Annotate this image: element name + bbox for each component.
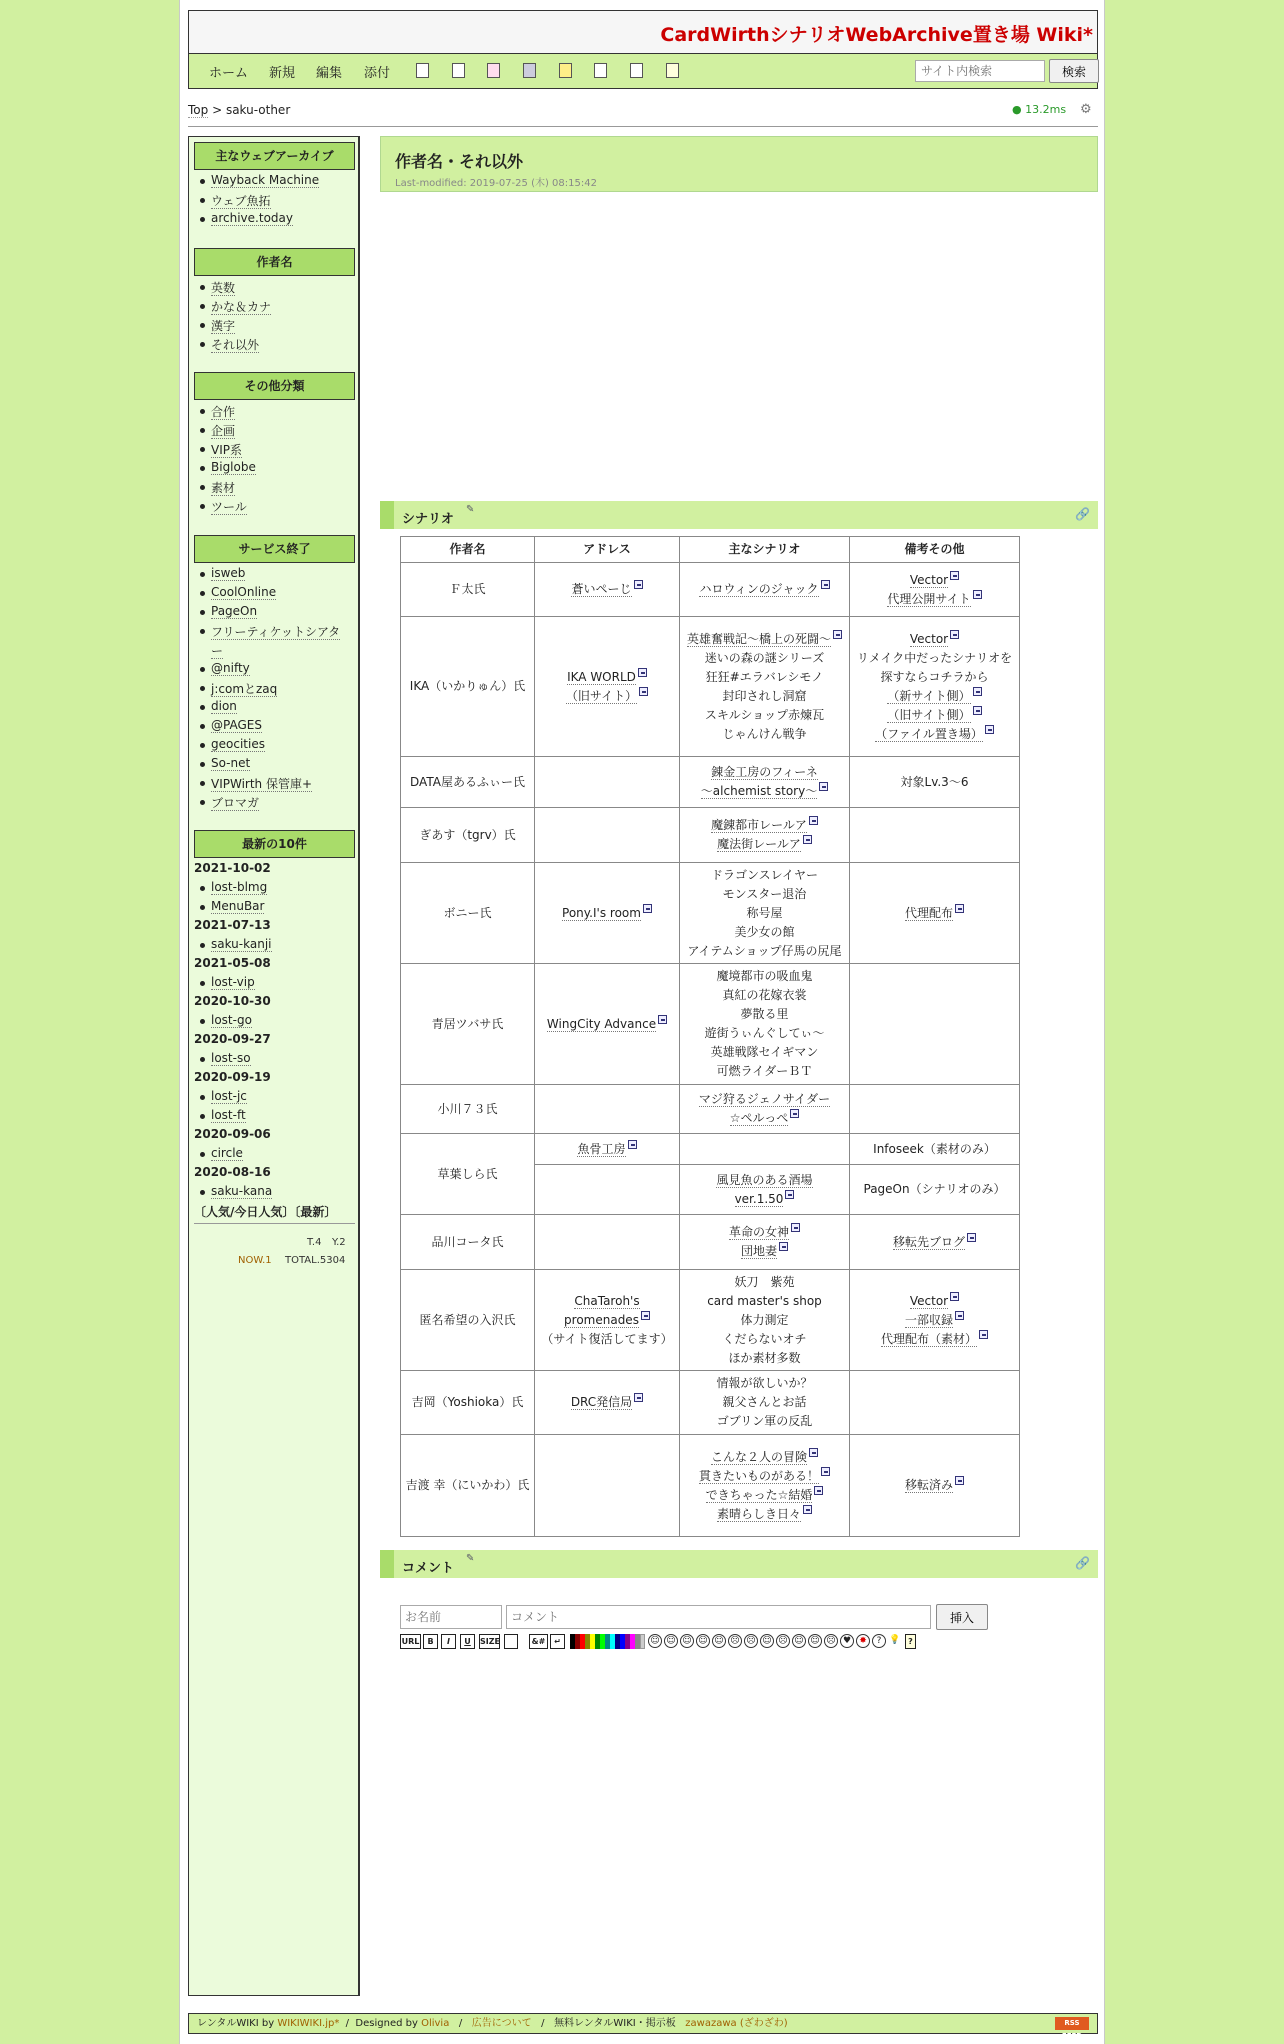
- search-input[interactable]: [915, 60, 1045, 82]
- table-row: [401, 1134, 1020, 1165]
- address-cell: [535, 1134, 680, 1165]
- list-icon[interactable]: [630, 63, 643, 78]
- format-url-button[interactable]: URL: [400, 1634, 421, 1649]
- sidebar-divider: [194, 1223, 355, 1224]
- external-link-icon: [955, 1311, 964, 1320]
- table-row: [401, 964, 1020, 1085]
- scenario-link[interactable]: ☆ペルっぺ: [729, 1111, 789, 1125]
- format-entity-button[interactable]: &#: [529, 1634, 548, 1649]
- footer: レンタルWIKI by WIKIWIKI.jp* / Designed by Olivia / 広告について / 無料レンタルWIKI・掲示板 zawazawa (ざわざわ) RSS FEED: [188, 2013, 1098, 2034]
- format-clear-icon[interactable]: [504, 1634, 518, 1649]
- format-italic-button[interactable]: I: [441, 1634, 456, 1649]
- note-link[interactable]: 移転済み: [904, 1478, 953, 1492]
- external-link-icon: [779, 1242, 788, 1251]
- scenario-text: アイテムショップ仔馬の尻尾: [687, 943, 842, 958]
- sidebar-item-other[interactable]: それ以外: [211, 338, 260, 352]
- column-header: 備考その他: [850, 537, 1020, 563]
- scenario-text: 真紅の花嫁衣裳: [722, 988, 807, 1002]
- edit-pencil-icon[interactable]: ✎: [466, 1553, 475, 1564]
- table-row: [401, 808, 1020, 863]
- scenario-text: ドラゴンスレイヤー: [710, 867, 819, 882]
- address-cell: [535, 563, 680, 617]
- scenario-link[interactable]: 団地妻: [740, 1244, 777, 1258]
- external-link-icon: [803, 835, 812, 844]
- render-time: ● 13.2ms: [1012, 103, 1067, 116]
- address-cell: [535, 808, 680, 863]
- address-cell: [535, 964, 680, 1085]
- edit-pencil-icon[interactable]: ✎: [466, 504, 475, 515]
- scenario-text: 妖刀 紫苑: [734, 1274, 795, 1289]
- external-link-icon: [955, 1476, 964, 1485]
- note-link[interactable]: 一部収録: [904, 1312, 953, 1327]
- recent-item[interactable]: lost-go: [211, 1013, 252, 1027]
- shock-emoji-icon[interactable]: ☺: [792, 1634, 806, 1648]
- scenario-text: ほか素材多数: [728, 1350, 801, 1365]
- address-cell: [535, 617, 680, 757]
- notes-cell: PageOn（シナリオのみ）: [850, 1165, 1020, 1215]
- scenario-text: 遊街うぃんぐしてぃ～: [704, 1026, 825, 1040]
- scenario-text: 情報が欲しいか？: [716, 1376, 813, 1390]
- external-link-icon: [791, 1223, 800, 1232]
- recent-item[interactable]: saku-kana: [211, 1184, 273, 1198]
- table-row: [401, 1435, 1020, 1537]
- address-cell: [535, 757, 680, 808]
- scenario-text: 可燃ライダーＢＴ: [716, 1064, 813, 1078]
- external-link-icon: [967, 1233, 976, 1242]
- sidebar-item-vip[interactable]: VIP系: [211, 443, 242, 457]
- angry-emoji-icon[interactable]: ☹: [824, 1634, 838, 1648]
- recent-date: 2020-10-30: [194, 994, 271, 1008]
- delete-icon[interactable]: [487, 63, 500, 78]
- rss-feed-icon[interactable]: RSS FEED: [1055, 2017, 1089, 2030]
- scenario-cell: [680, 863, 850, 964]
- footer-olivia-link[interactable]: Olivia: [421, 2018, 450, 2029]
- external-link-icon: [785, 1190, 794, 1199]
- external-link-icon: [819, 782, 828, 791]
- site-link[interactable]: promenades: [564, 1312, 639, 1327]
- note-link[interactable]: Vector: [909, 572, 949, 587]
- last-modified: Last-modified: 2019-07-25 (木) 08:15:42: [395, 178, 597, 189]
- scenario-table: [400, 536, 1020, 1537]
- table-row: [401, 1215, 1020, 1270]
- column-header: アドレス: [535, 537, 680, 563]
- sidebar-item-blomaga[interactable]: ブロマガ: [211, 796, 260, 810]
- happy-emoji-icon[interactable]: ☺: [760, 1634, 774, 1648]
- sidebar-item-jcom[interactable]: j:comとzaq: [211, 682, 278, 696]
- external-link-icon: [985, 725, 994, 734]
- footer-ad-link[interactable]: 広告について: [471, 2018, 532, 2029]
- recent-item[interactable]: lost-vip: [211, 975, 255, 989]
- scenario-link[interactable]: できちゃった☆結婚: [705, 1487, 813, 1502]
- scenario-text: card master's shop: [707, 1293, 822, 1308]
- backup-icon[interactable]: [452, 63, 465, 78]
- author-cell: ぎあす（tgrv）氏: [401, 808, 535, 863]
- sidebar-item-tool[interactable]: ツール: [211, 500, 247, 514]
- sidebar-item-project[interactable]: 企画: [211, 424, 236, 438]
- recent-date: 2020-09-19: [194, 1070, 271, 1084]
- sad-emoji-icon[interactable]: ☹: [728, 1634, 742, 1648]
- comment-text-input[interactable]: [506, 1605, 931, 1629]
- scenario-text: 美少女の館: [734, 924, 795, 939]
- footer-zawazawa-link[interactable]: zawazawa: [685, 2018, 737, 2029]
- sidebar-heading-archives: 主なウェブアーカイブ: [194, 142, 355, 170]
- scenario-text: 封印されし洞窟: [722, 688, 807, 703]
- sidebar: [188, 136, 360, 1996]
- counter-yesterday: Y.2: [332, 1237, 346, 1248]
- scenario-link[interactable]: ～alchemist story～: [700, 784, 818, 798]
- recent-item[interactable]: lost-so: [211, 1051, 251, 1065]
- sidebar-item-kana[interactable]: かな＆カナ: [211, 300, 272, 314]
- notes-cell: [850, 1371, 1020, 1435]
- sidebar-heading-authors: 作者名: [194, 248, 355, 276]
- worried-emoji-icon[interactable]: ☹: [744, 1634, 758, 1648]
- external-link-icon: [950, 571, 959, 580]
- external-link-icon: [973, 687, 982, 696]
- address-cell: [535, 1371, 680, 1435]
- diff-icon[interactable]: [416, 63, 429, 78]
- nav-edit[interactable]: 編集: [316, 66, 343, 81]
- note-link[interactable]: 代理公開サイト: [887, 591, 971, 606]
- lock-icon[interactable]: [559, 63, 572, 78]
- sidebar-item-freeticket[interactable]: フリーティケットシアター: [211, 623, 346, 661]
- author-cell: 匿名希望の入沢氏: [401, 1270, 535, 1371]
- notes-cell: [850, 1270, 1020, 1371]
- huh-emoji-icon[interactable]: ☺: [680, 1634, 694, 1648]
- notes-cell: [850, 617, 1020, 757]
- notes-cell: [850, 1085, 1020, 1134]
- table-row: [401, 1085, 1020, 1134]
- external-link-icon: [833, 630, 842, 639]
- sidebar-item-biglobe[interactable]: Biglobe: [211, 460, 256, 474]
- address-cell: [535, 1215, 680, 1270]
- site-link[interactable]: ChaTaroh's: [574, 1293, 640, 1308]
- help-icon[interactable]: ?: [905, 1634, 916, 1649]
- popular-links[interactable]: 〔人気/今日人気〕〔最新〕: [194, 1205, 337, 1219]
- table-header-row: [401, 537, 1020, 563]
- recent-item[interactable]: circle: [211, 1146, 243, 1160]
- author-cell: 吉渡 幸（にいかわ）氏: [401, 1435, 535, 1537]
- external-link-icon: [639, 687, 648, 696]
- external-link-icon: [821, 1467, 830, 1476]
- scenario-text: 迷いの森の謎シリーズ: [704, 650, 825, 665]
- scenario-cell: [680, 1165, 850, 1215]
- external-link-icon: [634, 1393, 643, 1402]
- counter-now: NOW.1: [238, 1255, 272, 1266]
- scenario-text: 親父さんとお話: [722, 1395, 807, 1409]
- recent-date: 2020-09-27: [194, 1032, 271, 1046]
- scenario-link[interactable]: ver.1.50: [734, 1191, 784, 1206]
- external-link-icon: [628, 1140, 637, 1149]
- star-emoji-icon[interactable]: ✸: [856, 1634, 870, 1648]
- scenario-link[interactable]: こんな２人の冒険: [710, 1449, 807, 1464]
- bigsmile-emoji-icon[interactable]: ☺: [664, 1634, 678, 1648]
- author-cell: IKA（いかりゅん）氏: [401, 617, 535, 757]
- note-link[interactable]: Vector: [909, 631, 949, 646]
- comment-name-input[interactable]: [400, 1605, 502, 1629]
- address-cell: [535, 1435, 680, 1537]
- breadcrumb-top[interactable]: Top: [188, 103, 209, 117]
- notes-cell: [850, 1215, 1020, 1270]
- scenario-text: スキルショップ赤煉瓦: [704, 707, 825, 722]
- sidebar-item-isweb[interactable]: isweb: [211, 566, 246, 580]
- site-link[interactable]: DRC発信局: [570, 1395, 633, 1409]
- external-link-icon: [790, 1109, 799, 1118]
- scenario-cell: [680, 563, 850, 617]
- site-title[interactable]: CardWirthシナリオWebArchive置き場 Wiki*: [660, 24, 1093, 46]
- section-title: コメント: [402, 1561, 455, 1576]
- column-header: 作者名: [401, 537, 535, 563]
- site-link[interactable]: 魚骨工房: [577, 1141, 626, 1156]
- column-header: 主なシナリオ: [680, 537, 850, 563]
- recent-date: 2021-10-02: [194, 861, 271, 875]
- scenario-text: くだらないオチ: [722, 1331, 807, 1346]
- note-text: リメイク中だったシナリオを: [856, 650, 1013, 665]
- scenario-cell: [680, 1134, 850, 1165]
- scenario-cell: [680, 1371, 850, 1435]
- note-link[interactable]: （旧サイト側）: [887, 707, 971, 722]
- scenario-text: ゴブリン軍の反乱: [716, 1414, 813, 1428]
- recent-date: 2020-09-06: [194, 1127, 271, 1141]
- recent-date: 2021-05-08: [194, 956, 271, 970]
- footer-zawazawa-kana: (ざわざわ): [739, 2018, 788, 2029]
- site-header: [188, 10, 1098, 54]
- recent-item[interactable]: lost-blmg: [211, 880, 268, 894]
- scenario-link[interactable]: 錬金工房のフィーネ: [711, 765, 818, 779]
- note-text: 探すならコチラから: [880, 669, 989, 684]
- scenario-text: 狂狂#エラバレシモノ: [705, 669, 824, 684]
- anchor-link-icon[interactable]: 🔗: [1075, 507, 1090, 521]
- external-link-icon: [973, 590, 982, 599]
- notes-cell: [850, 808, 1020, 863]
- author-cell: 吉岡（Yoshioka）氏: [401, 1371, 535, 1435]
- format-newline-button[interactable]: ↵: [550, 1634, 565, 1649]
- table-row: [401, 563, 1020, 617]
- scenario-link[interactable]: 風見魚のある酒場: [716, 1172, 813, 1187]
- scenario-cell: [680, 1085, 850, 1134]
- sidebar-item-material[interactable]: 素材: [211, 481, 236, 495]
- sidebar-item-gyotaku[interactable]: ウェブ魚拓: [211, 194, 271, 208]
- external-link-icon: [814, 1486, 823, 1495]
- sidebar-item-pageon[interactable]: PageOn: [211, 604, 258, 618]
- nav-new[interactable]: 新規: [269, 66, 296, 81]
- author-cell: 草葉しら氏: [401, 1134, 535, 1215]
- sidebar-item-sonet[interactable]: So-net: [211, 756, 251, 770]
- nav-attach[interactable]: 添付: [364, 66, 391, 81]
- sweat-emoji-icon[interactable]: ☺: [808, 1634, 822, 1648]
- divider: [188, 126, 1098, 127]
- footer-wikiwiki-link[interactable]: WIKIWIKI.jp*: [277, 2018, 340, 2029]
- search-button[interactable]: 検索: [1049, 59, 1099, 83]
- sidebar-item-collab[interactable]: 合作: [211, 405, 236, 419]
- page-title-box: [380, 136, 1098, 192]
- scenario-cell: [680, 1215, 850, 1270]
- page: [179, 0, 1105, 2044]
- site-link[interactable]: （旧サイト）: [565, 688, 638, 703]
- comment-submit-button[interactable]: 挿入: [936, 1604, 988, 1630]
- notes-cell: [850, 964, 1020, 1085]
- note-link[interactable]: 移転先ブログ: [892, 1234, 965, 1249]
- site-link[interactable]: IKA WORLD: [567, 669, 636, 684]
- table-row: [401, 757, 1020, 808]
- sidebar-item-geocities[interactable]: geocities: [211, 737, 265, 751]
- notes-cell: [850, 863, 1020, 964]
- oh-emoji-icon[interactable]: ☺: [696, 1634, 710, 1648]
- external-link-icon: [950, 630, 959, 639]
- external-link-icon: [641, 1311, 650, 1320]
- external-link-icon: [658, 1015, 667, 1024]
- table-row: [401, 1270, 1020, 1371]
- counter-total: TOTAL.5304: [285, 1255, 346, 1266]
- wink-emoji-icon[interactable]: ☺: [712, 1634, 726, 1648]
- address-cell: [535, 1085, 680, 1134]
- scenario-cell: [680, 617, 850, 757]
- nav-home[interactable]: ホーム: [209, 66, 249, 81]
- recent-date: 2020-08-16: [194, 1165, 271, 1179]
- section-title: シナリオ: [402, 512, 454, 527]
- author-cell: 青居ツバサ氏: [401, 964, 535, 1085]
- breadcrumb: [188, 103, 290, 117]
- scenario-text: 魔境都市の吸血鬼: [716, 969, 813, 983]
- bulb-emoji-icon[interactable]: 💡: [888, 1634, 902, 1648]
- footer-prefix: レンタルWIKI by: [197, 2018, 278, 2029]
- site-note: （サイト復活してます）: [541, 1331, 673, 1346]
- external-link-icon: [809, 816, 818, 825]
- scenario-link[interactable]: 英雄奮戦記～橋上の死闘～: [686, 631, 831, 646]
- note-link[interactable]: （ファイル置き場）: [875, 726, 983, 741]
- question-emoji-icon[interactable]: ?: [872, 1634, 886, 1648]
- scenario-link[interactable]: 魔法街レールア: [717, 837, 801, 851]
- address-cell: [535, 863, 680, 964]
- external-link-icon: [638, 668, 647, 677]
- sidebar-heading-recent: 最新の10件: [194, 830, 355, 858]
- format-bold-button[interactable]: B: [423, 1634, 438, 1649]
- scenario-cell: [680, 1270, 850, 1371]
- breadcrumb-separator: >: [208, 103, 226, 117]
- site-link[interactable]: Pony.I's room: [562, 905, 641, 920]
- scenario-cell: [680, 964, 850, 1085]
- scenario-link[interactable]: マジ狩るジェノサイダー: [698, 1092, 831, 1106]
- external-link-icon: [634, 580, 643, 589]
- note-link[interactable]: Vector: [909, 1293, 949, 1308]
- table-row: [401, 863, 1020, 964]
- note-link[interactable]: 代理配布（素材）: [880, 1331, 977, 1346]
- recent-item[interactable]: MenuBar: [211, 899, 265, 913]
- sidebar-item-dion[interactable]: dion: [211, 699, 237, 713]
- scenario-text: 英雄戦隊セイギマン: [710, 1045, 819, 1059]
- author-cell: ボニー氏: [401, 863, 535, 964]
- footer-designed: Designed by: [355, 2018, 422, 2029]
- external-link-icon: [973, 706, 982, 715]
- note-link[interactable]: 代理配布: [904, 905, 953, 920]
- sidebar-heading-others: その他分類: [194, 372, 355, 400]
- freeze-icon[interactable]: [523, 63, 536, 78]
- sidebar-item-kanji[interactable]: 漢字: [211, 319, 236, 333]
- sidebar-item-archive-today[interactable]: archive.today: [211, 211, 293, 225]
- breadcrumb-current: saku-other: [225, 103, 291, 117]
- address-cell: [535, 1165, 680, 1215]
- external-link-icon: [803, 1505, 812, 1514]
- sidebar-heading-ended: サービス終了: [194, 535, 355, 563]
- page-title: 作者名・それ以外: [395, 152, 524, 171]
- scenario-link[interactable]: 革命の女神: [728, 1225, 789, 1239]
- sidebar-item-vipwirth[interactable]: VIPWirth 保管庫+: [211, 777, 313, 791]
- recent-item[interactable]: saku-kanji: [211, 937, 272, 951]
- format-size-button[interactable]: SIZE: [479, 1634, 500, 1649]
- author-cell: DATA屋あるふぃー氏: [401, 757, 535, 808]
- scenario-text: 夢散る里: [740, 1007, 789, 1021]
- clock-icon: ●: [1012, 103, 1022, 116]
- external-link-icon: [979, 1330, 988, 1339]
- copy-icon[interactable]: [594, 63, 607, 78]
- notes-cell: Infoseek（素材のみ）: [850, 1134, 1020, 1165]
- external-link-icon: [955, 904, 964, 913]
- scenario-link[interactable]: ハロウィンのジャック: [699, 582, 819, 596]
- table-row: [401, 1371, 1020, 1435]
- footer-free: 無料レンタルWIKI・掲示板: [554, 2018, 679, 2029]
- notes-cell: [850, 1435, 1020, 1537]
- scenario-link[interactable]: 素晴らしき日々: [716, 1506, 801, 1521]
- author-cell: Ｆ太氏: [401, 563, 535, 617]
- sidebar-item-wayback[interactable]: Wayback Machine: [211, 173, 320, 187]
- sidebar-item-coolonline[interactable]: CoolOnline: [211, 585, 277, 599]
- site-link[interactable]: WingCity Advance: [546, 1016, 657, 1031]
- table-row: [401, 617, 1020, 757]
- author-cell: 小川７３氏: [401, 1085, 535, 1134]
- notes-cell: [850, 563, 1020, 617]
- external-link-icon: [809, 1448, 818, 1457]
- scenario-link[interactable]: 貫きたいものがある！: [698, 1468, 819, 1483]
- external-link-icon: [643, 904, 652, 913]
- color-swatch[interactable]: [640, 1634, 645, 1649]
- scenario-text: 体力測定: [740, 1312, 789, 1327]
- sidebar-item-atpages[interactable]: @PAGES: [211, 718, 262, 732]
- help-icon[interactable]: [666, 63, 679, 78]
- smile-emoji-icon[interactable]: ☺: [648, 1634, 662, 1648]
- notes-cell: 対象Lv.3～6: [850, 757, 1020, 808]
- note-link[interactable]: （新サイト側）: [887, 688, 971, 703]
- sidebar-item-nifty[interactable]: @nifty: [211, 661, 250, 675]
- address-cell: [535, 1270, 680, 1371]
- scenario-text: じゃんけん戦争: [722, 726, 807, 741]
- scenario-text: モンスター退治: [722, 886, 807, 901]
- site-link[interactable]: 蒼いペーじ: [571, 582, 632, 596]
- sidebar-item-alnum[interactable]: 英数: [211, 281, 236, 295]
- recent-date: 2021-07-13: [194, 918, 271, 932]
- gear-icon[interactable]: ⚙: [1080, 102, 1092, 117]
- external-link-icon: [821, 580, 830, 589]
- scenario-cell: [680, 808, 850, 863]
- format-underline-button[interactable]: U: [460, 1634, 475, 1649]
- heart-emoji-icon[interactable]: ♥: [840, 1634, 854, 1648]
- scenario-cell: [680, 757, 850, 808]
- anchor-link-icon[interactable]: 🔗: [1075, 1556, 1090, 1570]
- section-heading-comment: [380, 1550, 1098, 1578]
- counter-today: T.4: [307, 1237, 322, 1248]
- section-heading-scenario: [380, 501, 1098, 529]
- navbar: [188, 54, 1098, 89]
- scenario-link[interactable]: 魔錬都市レールア: [711, 818, 807, 832]
- external-link-icon: [950, 1292, 959, 1301]
- recent-item[interactable]: lost-ft: [211, 1108, 246, 1122]
- tear-emoji-icon[interactable]: ☹: [776, 1634, 790, 1648]
- recent-item[interactable]: lost-jc: [211, 1089, 247, 1103]
- author-cell: 品川コータ氏: [401, 1215, 535, 1270]
- scenario-cell: [680, 1435, 850, 1537]
- scenario-text: 称号屋: [746, 905, 783, 920]
